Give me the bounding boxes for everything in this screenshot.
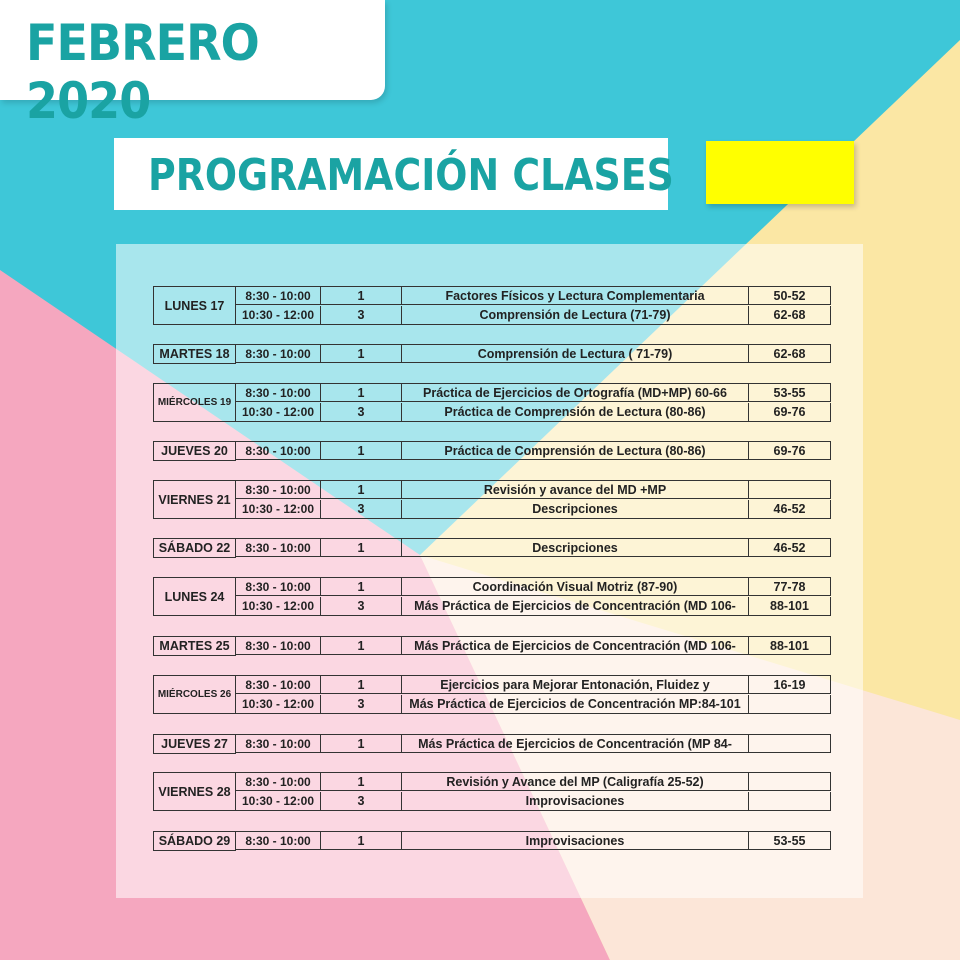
time-cell: 10:30 - 12:00: [235, 597, 321, 616]
number-cell: 3: [320, 306, 402, 325]
day-label: JUEVES 27: [153, 734, 236, 754]
number-cell: 1: [320, 734, 402, 753]
time-cell: 8:30 - 10:00: [235, 636, 321, 655]
table-row: [153, 403, 831, 422]
time-cell: 10:30 - 12:00: [235, 792, 321, 811]
day-label: MIÉRCOLES 19: [153, 383, 236, 422]
time-cell: 8:30 - 10:00: [235, 344, 321, 363]
time-cell: 10:30 - 12:00: [235, 695, 321, 714]
table-row: [153, 383, 831, 402]
activity-cell: Más Práctica de Ejercicios de Concentración (MD 106-: [401, 636, 749, 655]
table-row: [153, 831, 831, 850]
number-cell: 1: [320, 675, 402, 694]
time-cell: 10:30 - 12:00: [235, 500, 321, 519]
time-cell: 8:30 - 10:00: [235, 441, 321, 460]
day-label: MARTES 25: [153, 636, 236, 656]
table-row: [153, 441, 831, 460]
day-label: JUEVES 20: [153, 441, 236, 461]
table-row: [153, 695, 831, 714]
pages-cell: 53-55: [748, 831, 831, 850]
table-row: [153, 306, 831, 325]
activity-cell: Descripciones: [401, 538, 749, 557]
pages-cell: 69-76: [748, 441, 831, 460]
pages-cell: 62-68: [748, 306, 831, 325]
pages-cell: 50-52: [748, 286, 831, 305]
activity-cell: Más Práctica de Ejercicios de Concentración (MD 106-: [401, 597, 749, 616]
table-row: [153, 772, 831, 791]
number-cell: 3: [320, 792, 402, 811]
page-title: PROGRAMACIÓN CLASES: [148, 150, 674, 201]
pages-cell: [748, 480, 831, 499]
number-cell: 1: [320, 286, 402, 305]
table-row: [153, 577, 831, 596]
table-row: [153, 792, 831, 811]
activity-cell: Coordinación Visual Motriz (87-90): [401, 577, 749, 596]
activity-cell: Práctica de Comprensión de Lectura (80-86): [401, 441, 749, 460]
number-cell: 1: [320, 383, 402, 402]
activity-cell: Descripciones: [401, 500, 749, 519]
day-label: MIÉRCOLES 26: [153, 675, 236, 714]
pages-cell: [748, 792, 831, 811]
time-cell: 8:30 - 10:00: [235, 772, 321, 791]
pages-cell: [748, 734, 831, 753]
activity-cell: Improvisaciones: [401, 831, 749, 850]
table-row: [153, 344, 831, 363]
pages-cell: 77-78: [748, 577, 831, 596]
number-cell: 3: [320, 695, 402, 714]
time-cell: 8:30 - 10:00: [235, 577, 321, 596]
month-title: FEBRERO 2020: [26, 14, 259, 130]
activity-cell: Práctica de Ejercicios de Ortografía (MD+MP) 60-66: [401, 383, 749, 402]
activity-cell: Revisión y Avance del MP (Caligrafía 25-52): [401, 772, 749, 791]
number-cell: 1: [320, 538, 402, 557]
pages-cell: 46-52: [748, 538, 831, 557]
number-cell: 3: [320, 403, 402, 422]
table-row: [153, 480, 831, 499]
time-cell: 8:30 - 10:00: [235, 286, 321, 305]
pages-cell: [748, 772, 831, 791]
time-cell: 10:30 - 12:00: [235, 403, 321, 422]
activity-cell: Ejercicios para Mejorar Entonación, Fluidez y: [401, 675, 749, 694]
number-cell: 1: [320, 577, 402, 596]
number-cell: 1: [320, 344, 402, 363]
table-row: [153, 500, 831, 519]
activity-cell: Más Práctica de Ejercicios de Concentración (MP 84-: [401, 734, 749, 753]
table-row: [153, 286, 831, 305]
time-cell: 8:30 - 10:00: [235, 383, 321, 402]
pages-cell: 88-101: [748, 597, 831, 616]
time-cell: 8:30 - 10:00: [235, 538, 321, 557]
day-label: MARTES 18: [153, 344, 236, 364]
pages-cell: 88-101: [748, 636, 831, 655]
day-label: LUNES 17: [153, 286, 236, 325]
number-cell: 1: [320, 772, 402, 791]
pages-cell: 16-19: [748, 675, 831, 694]
number-cell: 3: [320, 500, 402, 519]
day-label: LUNES 24: [153, 577, 236, 616]
number-cell: 1: [320, 831, 402, 850]
number-cell: 1: [320, 636, 402, 655]
activity-cell: Revisión y avance del MD +MP: [401, 480, 749, 499]
pages-cell: [748, 695, 831, 714]
day-label: SÁBADO 29: [153, 831, 236, 851]
table-row: [153, 538, 831, 557]
time-cell: 8:30 - 10:00: [235, 675, 321, 694]
activity-cell: Improvisaciones: [401, 792, 749, 811]
activity-cell: Comprensión de Lectura ( 71-79): [401, 344, 749, 363]
activity-cell: Factores Físicos y Lectura Complementaria: [401, 286, 749, 305]
time-cell: 8:30 - 10:00: [235, 480, 321, 499]
day-label: VIERNES 21: [153, 480, 236, 519]
pages-cell: 53-55: [748, 383, 831, 402]
activity-cell: Comprensión de Lectura (71-79): [401, 306, 749, 325]
activity-cell: Más Práctica de Ejercicios de Concentración MP:84-101: [401, 695, 749, 714]
time-cell: 8:30 - 10:00: [235, 734, 321, 753]
time-cell: 10:30 - 12:00: [235, 306, 321, 325]
number-cell: 1: [320, 480, 402, 499]
pages-cell: 46-52: [748, 500, 831, 519]
number-cell: 1: [320, 441, 402, 460]
day-label: VIERNES 28: [153, 772, 236, 811]
title-banner: [114, 138, 674, 210]
number-cell: 3: [320, 597, 402, 616]
month-label: [0, 0, 385, 130]
pages-cell: 69-76: [748, 403, 831, 422]
table-row: [153, 597, 831, 616]
table-row: [153, 636, 831, 655]
table-row: [153, 675, 831, 694]
yellow-highlight-box: [706, 141, 854, 204]
day-label: SÁBADO 22: [153, 538, 236, 558]
pages-cell: 62-68: [748, 344, 831, 363]
activity-cell: Práctica de Comprensión de Lectura (80-86): [401, 403, 749, 422]
time-cell: 8:30 - 10:00: [235, 831, 321, 850]
table-row: [153, 734, 831, 753]
